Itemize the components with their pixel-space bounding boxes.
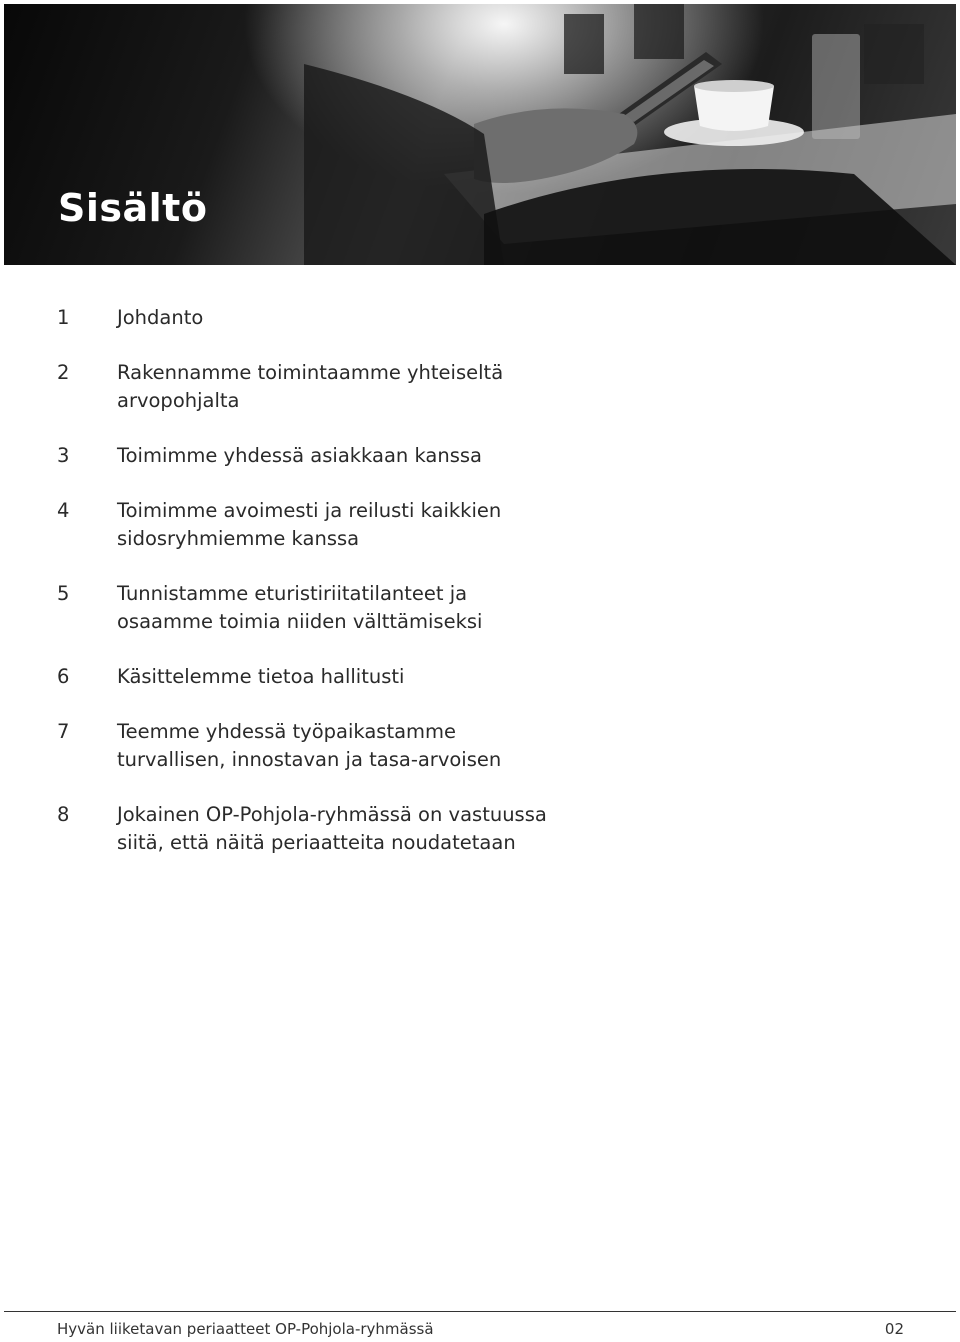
cup-shape xyxy=(694,86,774,131)
toc-item-number: 4 xyxy=(57,499,70,522)
toc-item-number: 2 xyxy=(57,361,70,384)
toc-item-label: Tunnistamme eturistiriitatilanteet ja osaamme toimia niiden välttämiseksi xyxy=(117,582,483,633)
toc-item[interactable] xyxy=(57,359,557,415)
toc-item-number: 1 xyxy=(57,306,70,329)
toc-item-label: Toimimme avoimesti ja reilusti kaikkien sidosryhmiemme kanssa xyxy=(117,499,502,550)
hero-photo xyxy=(4,4,956,265)
glass-shape xyxy=(812,34,860,139)
toc-item-number: 3 xyxy=(57,444,70,467)
footer-document-title: Hyvän liiketavan periaatteet OP-Pohjola-ryhmässä xyxy=(57,1320,434,1338)
toc-item-label: Toimimme yhdessä asiakkaan kanssa xyxy=(117,444,482,467)
toc-item-label: Jokainen OP-Pohjola-ryhmässä on vastuussa siitä, että näitä periaatteita noudatetaan xyxy=(117,803,547,854)
toc-item[interactable] xyxy=(57,304,557,332)
sleeve-shape xyxy=(304,64,504,265)
page-number: 02 xyxy=(884,1320,904,1338)
chair-shape xyxy=(864,24,924,84)
toc-item[interactable] xyxy=(57,718,557,774)
toc-item[interactable] xyxy=(57,801,557,857)
table-of-contents xyxy=(57,304,557,884)
toc-item-number: 8 xyxy=(57,803,70,826)
toc-item-number: 6 xyxy=(57,665,70,688)
toc-item[interactable] xyxy=(57,663,557,691)
page-title: Sisältö xyxy=(58,186,208,230)
footer-divider xyxy=(4,1311,956,1312)
toc-item-label: Johdanto xyxy=(117,306,204,329)
toc-item-label: Käsittelemme tietoa hallitusti xyxy=(117,665,405,688)
chair-shape xyxy=(564,14,604,74)
toc-item-label: Teemme yhdessä työpaikastamme turvallisen, innostavan ja tasa-arvoisen xyxy=(117,720,502,771)
toc-item-number: 5 xyxy=(57,582,70,605)
toc-item[interactable] xyxy=(57,580,557,636)
chair-shape xyxy=(634,4,684,59)
toc-item[interactable] xyxy=(57,442,557,470)
toc-item-label: Rakennamme toimintaamme yhteiseltä arvopohjalta xyxy=(117,361,504,412)
toc-item[interactable] xyxy=(57,497,557,553)
toc-item-number: 7 xyxy=(57,720,70,743)
